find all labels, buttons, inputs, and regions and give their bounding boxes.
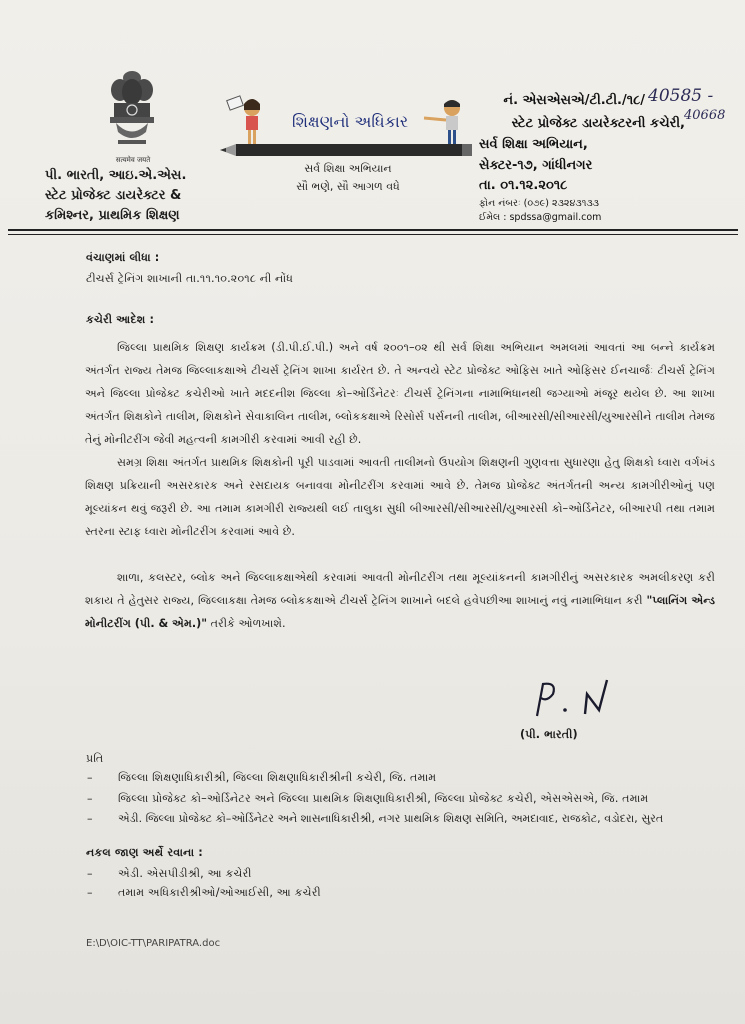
new-branch-name: "પ્લાનિંગ એન્ડ મોનીટરીંગ (પી. & એમ.)" — [85, 594, 716, 630]
email-address: ઈમેલ : spdssa@gmail.com — [479, 212, 602, 223]
handwritten-number-1: 40585 - — [648, 86, 714, 106]
reference-number: નં. એસએસએ/ટી.ટી./૧૮/ — [503, 93, 645, 108]
recipient-2: જિલ્લા પ્રોજેક્ટ કો–ઓર્ડિનેટર અને જિલ્લા પ્રાથમિક શિક્ષણાધિકારીશ્રી, જિલ્લા પ્રોજેક્ટ કચેરી, એસએસએ, જિ. તમામ — [118, 792, 649, 805]
recipient-1: જિલ્લા શિક્ષણાધિકારીશ્રી, જિલ્લા શિક્ષણાધિકારીશ્રીની કચેરી, જિ. તમામ — [118, 771, 437, 784]
paragraph-3-end: તરીકે ઓળખાશે. — [207, 617, 286, 630]
logo-subtitle-2: સૌ ભણે, સૌ આગળ વધે — [296, 180, 400, 193]
office-program: સર્વ શિક્ષા અભિયાન, — [479, 137, 588, 152]
list-bullet: – — [87, 771, 93, 784]
header-divider-thin — [8, 234, 738, 235]
reference-text: ટીચર્સ ટ્રેનિંગ શાખાની તા.૧૧.૧૦.૨૦૧૮ ની નોંધ — [86, 272, 294, 285]
officer-designation-2: કમિશ્નર, પ્રાથમિક શિક્ષણ — [45, 208, 180, 223]
list-bullet: – — [87, 886, 93, 899]
file-path: E:\D\OIC-TT\PARIPATRA.doc — [86, 938, 221, 949]
recipients-label: પ્રતિ — [86, 752, 104, 765]
emblem-motto: सत्यमेव जयते — [115, 156, 151, 164]
header-divider-thick — [8, 229, 738, 231]
paragraph-1: જિલ્લા પ્રાથમિક શિક્ષણ કાર્યક્રમ (ડી.પી.ઈ.પી.) અને વર્ષ ૨૦૦૧–૦૨ થી સર્વ શિક્ષા અભિયાન અમલમાં આવતાં આ બન્ને કાર્યક્રમ અંતર્ગત રાજ્ય તેમજ જિલ્લાકક્ષાએ ટીચર્સ ટ્રેનિંગ શાખા કાર્યરત છે. તે અન્વયે સ્ટેટ પ્રોજેક્ટ ઓફિસ ખાતે ઓફિસર ઈનચાર્જઃ ટીચર્સ ટ્રેનિંગ અને જિલ્લા પ્રોજેક્ટ કચેરીઓ ખાતે મદદનીશ જિલ્લા કો–ઓર્ડિનેટરઃ ટીચર્સ ટ્રેનિંગના નામાભિધાનથી જગ્યાઓ મંજૂર થયેલ છે. આ શાખા અંતર્ગત શિક્ષકોને તાલીમ, શિક્ષકોને સેવાકાલિન તાલીમ, બ્લોકકક્ષાએ રિસોર્સ પર્સનની તાલીમ, બીઆરસી/સીઆરસી/યુઆરસીને તાલીમ તેમજ તેનું મોનીટરીંગ જેવી મહત્વની કામગીરી કરવામાં આવી રહી છે. — [85, 341, 715, 446]
office-order-heading: કચેરી આદેશ : — [86, 313, 155, 326]
signatory-name: (પી. ભારતી) — [520, 728, 578, 741]
copy-recipient-1: એડી. એસપીડીશ્રી, આ કચેરી — [118, 867, 252, 880]
handwritten-number-2: 40668 — [684, 108, 726, 123]
logo-subtitle-1: સર્વ શિક્ષા અભિયાન — [304, 162, 392, 175]
paragraph-3 — [85, 566, 715, 635]
office-name: સ્ટેટ પ્રોજેક્ટ ડાયરેક્ટરની કચેરી, — [511, 116, 685, 131]
officer-name: પી. ભારતી, આઇ.એ.એસ. — [45, 168, 187, 183]
copy-to-label: નકલ જાણ અર્થે રવાના : — [86, 846, 203, 859]
paragraph-3-text: શાળા, કલસ્ટર, બ્લોક અને જિલ્લાકક્ષાએથી કરવામાં આવતી મોનીટરીંગ તથા મૂલ્યાંકનની કામગીરીનું અસરકારક અમલીકરણ કરી શકાય તે હેતુસર રાજ્ય, જિલ્લાકક્ષા તેમજ બ્લોકકક્ષાએ ટીચર્સ ટ્રેનિંગ શાખાને બદલે હવેપછીઆ શાખાનું નવું નામાભિધાન કરી — [85, 571, 715, 607]
issue-date-value: ૦૧.૧૨.૨૦૧૮ — [500, 178, 568, 193]
office-address: સેક્ટર-૧૭, ગાંધીનગર — [479, 158, 593, 173]
reference-heading: વંચાણમાં લીધા : — [86, 251, 160, 264]
list-bullet: – — [87, 812, 93, 825]
recipient-3: એડી. જિલ્લા પ્રોજેક્ટ કો–ઓર્ડિનેટર અને શાસનાધિકારીશ્રી, નગર પ્રાથમિક શિક્ષણ સમિતિ, અમદાવાદ, રાજકોટ, વડોદરા, સુરત — [118, 812, 664, 825]
officer-designation: સ્ટેટ પ્રોજેક્ટ ડાયરેક્ટર & — [45, 188, 182, 203]
issue-date-label: તા. — [479, 178, 496, 193]
logo-title: શિક્ષણનો અધિકાર — [292, 112, 409, 131]
national-emblem-icon — [100, 70, 164, 154]
list-bullet: – — [87, 792, 93, 805]
copy-recipient-2: તમામ અધિકારીશ્રીઓ/ઓઆઈસી, આ કચેરી — [118, 886, 321, 899]
paragraph-2: સમગ્ર શિક્ષા અંતર્ગત પ્રાથમિક શિક્ષકોની પૂરી પાડવામાં આવતી તાલીમનો ઉપયોગ શિક્ષણની ગુણવત્તા સુધારણા હેતુ શિક્ષકો ધ્વારા વર્ગખંડ શિક્ષણ પ્રક્રિયાની અસરકારક અને રસદાયક બનાવવા મોનીટરીંગ કરવામાં આવે છે. તેમજ પ્રોજેક્ટ અંતર્ગતની અન્ય કામગીરીઓનું પણ મૂલ્યાંકન થવું જરૂરી છે. આ તમામ કામગીરી રાજ્યથી લઈ તાલુકા સુધી બીઆરસી/સીઆરસી/યુઆરસી કો–ઓર્ડિનેટર, બીઆરપી તથા તમામ સ્તરના સ્ટાફ ધ્વારા મોનીટરીંગ કરવામાં આવે છે. — [85, 456, 715, 538]
issue-date — [479, 178, 567, 193]
phone-number: ફોન નંબરઃ (૦૭૯) ૨૩૨૪૩૧૩૩ — [479, 198, 600, 209]
signature-icon — [533, 676, 623, 724]
list-bullet: – — [87, 867, 93, 880]
